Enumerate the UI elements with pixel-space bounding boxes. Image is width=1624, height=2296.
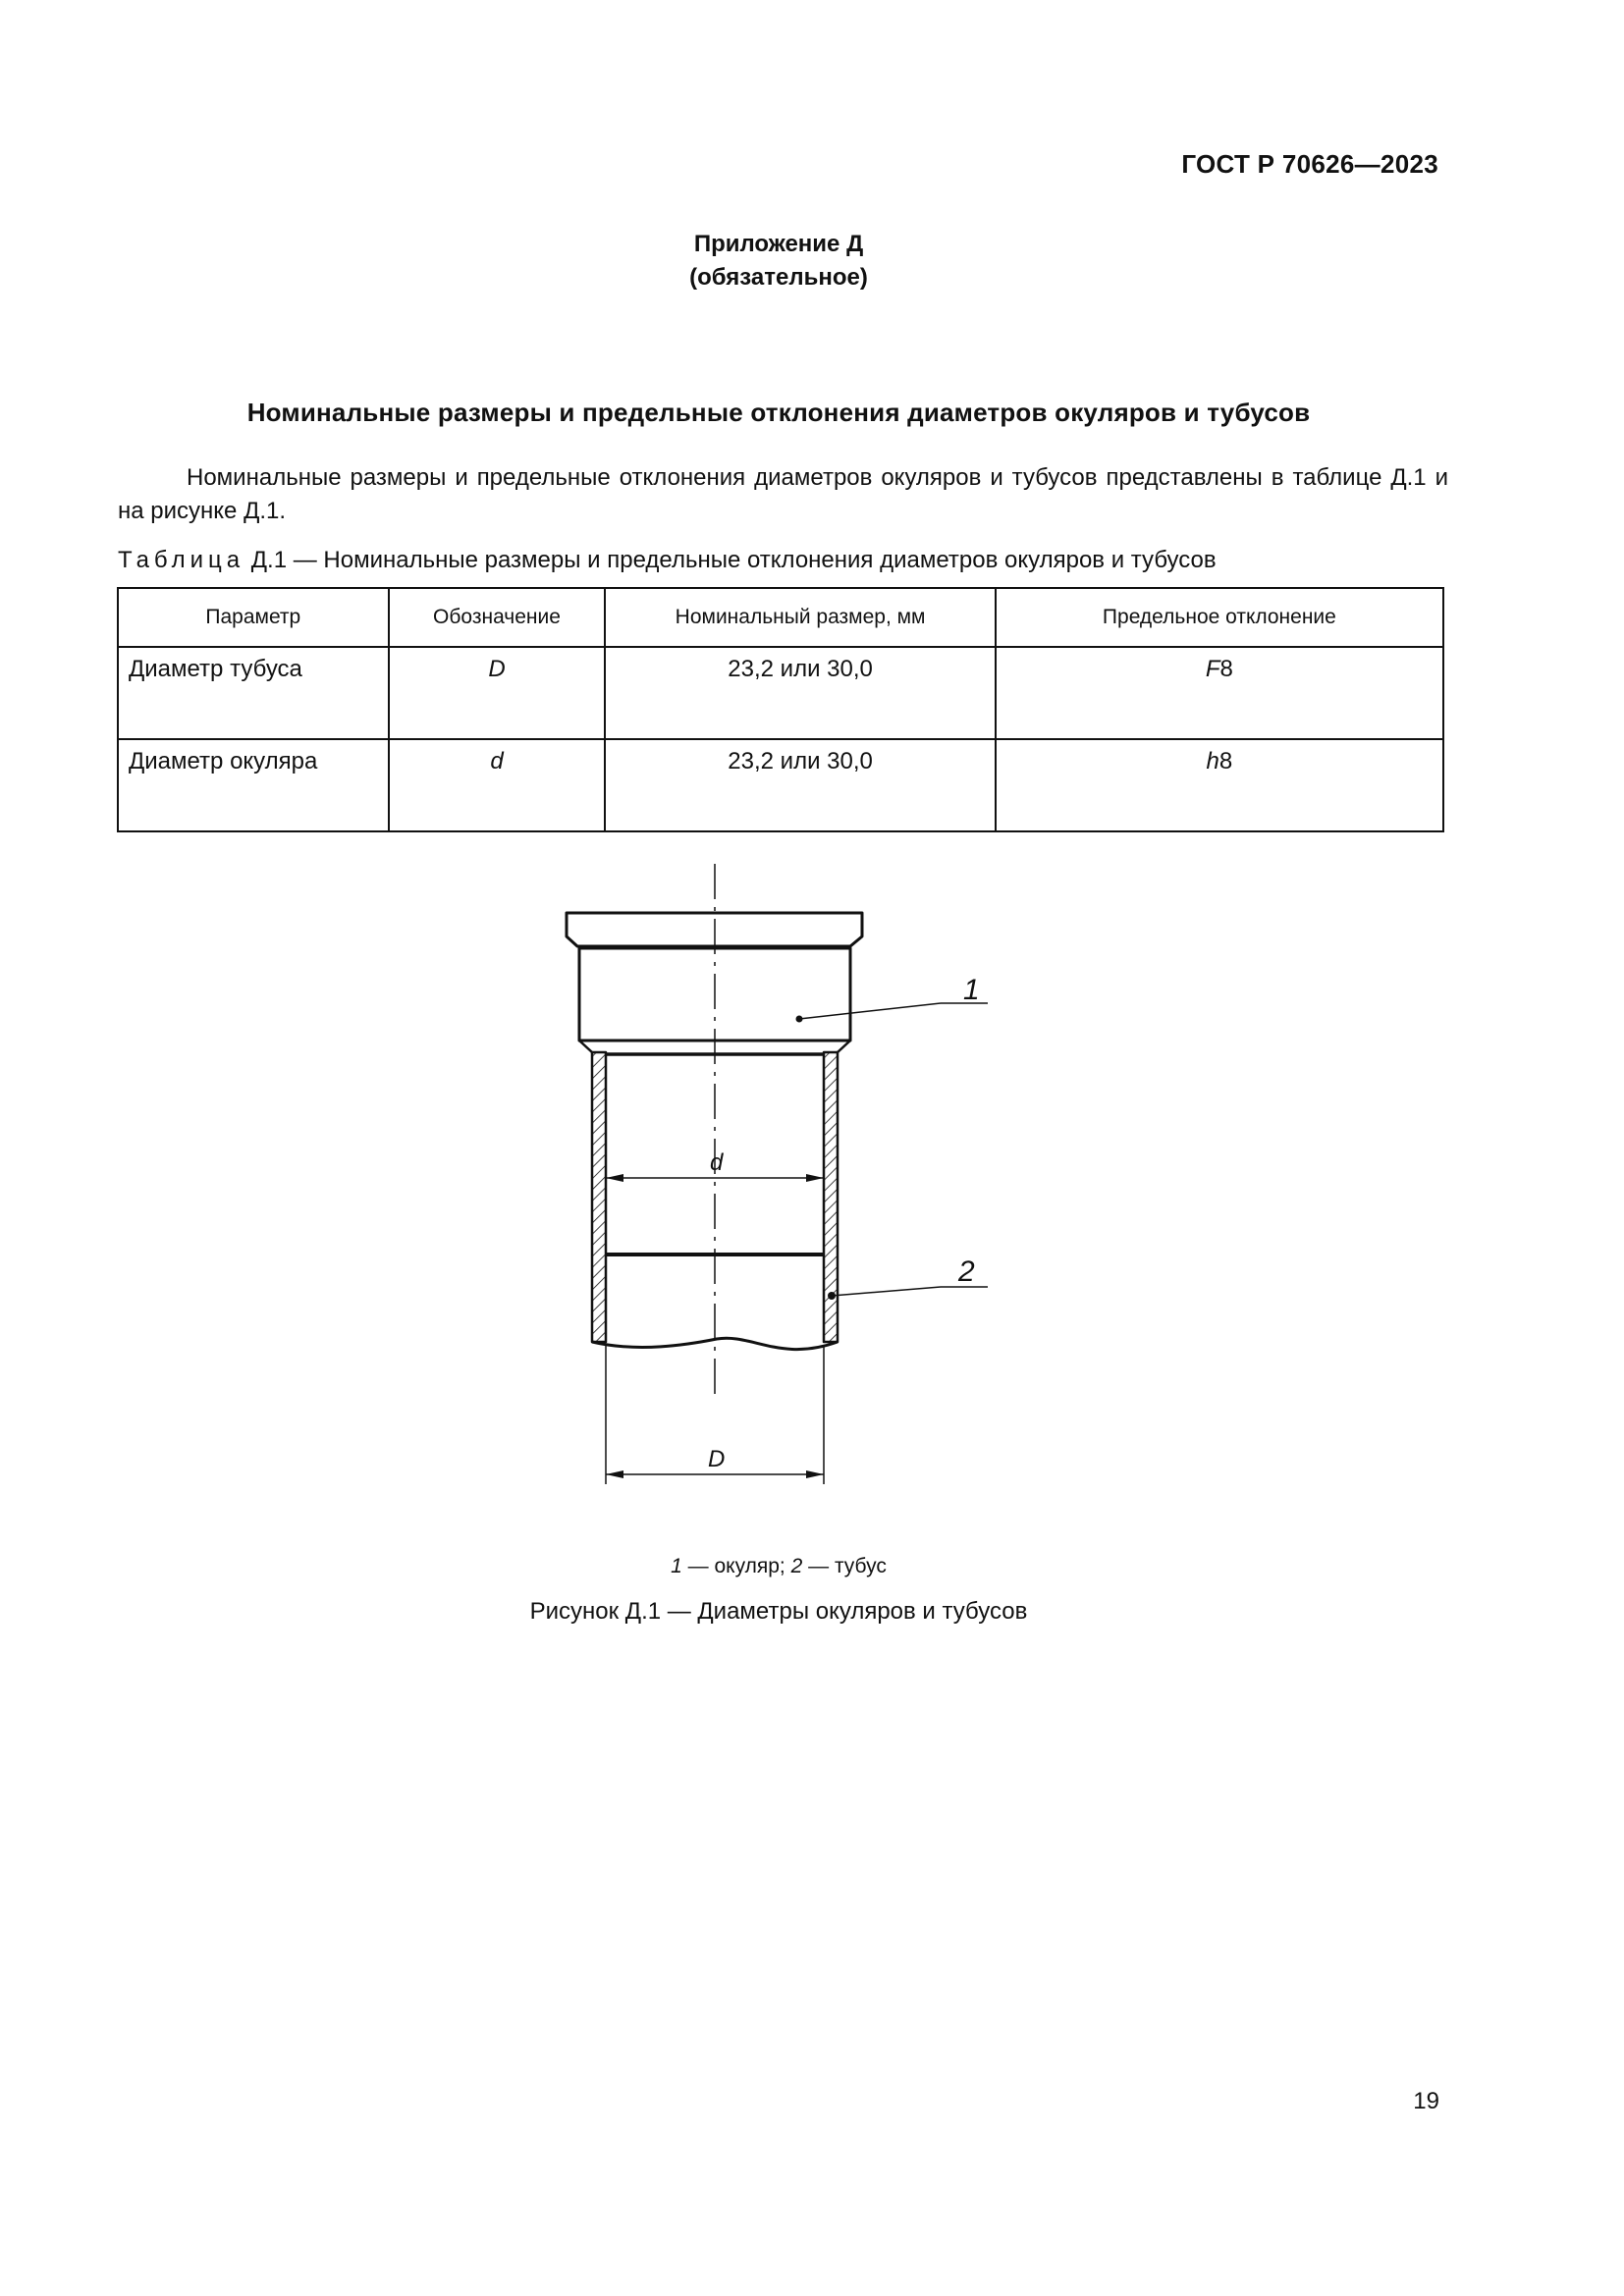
figure-caption: Рисунок Д.1 — Диаметры окуляров и тубусов xyxy=(529,1598,1028,1625)
header-nominal-size: Номинальный размер, мм xyxy=(605,588,995,647)
cell-symbol: d xyxy=(389,739,606,831)
leader-line-2 xyxy=(832,1287,941,1296)
dimension-D-label: D xyxy=(708,1446,726,1472)
legend-num-2: 2 xyxy=(790,1555,803,1577)
table-caption xyxy=(118,547,1217,574)
header-symbol: Обозначение xyxy=(389,588,606,647)
page-number: 19 xyxy=(1413,2088,1439,2114)
table-caption-prefix: Таблица xyxy=(118,547,245,573)
cell-nominal: 23,2 или 30,0 xyxy=(605,739,995,831)
callout-2: 2 xyxy=(958,1255,975,1288)
figure-legend xyxy=(0,1555,1557,1578)
cell-deviation xyxy=(996,739,1443,831)
table-row xyxy=(118,739,1443,831)
header-parameter: Параметр xyxy=(118,588,389,647)
callout-1: 1 xyxy=(963,974,980,1006)
dimensions-table xyxy=(117,587,1444,832)
annex-title: Приложение Д xyxy=(693,231,864,257)
leader-line-1 xyxy=(799,1003,941,1019)
cell-nominal: 23,2 или 30,0 xyxy=(605,647,995,739)
deviation-letter: h xyxy=(1206,748,1219,774)
header-deviation: Предельное отклонение xyxy=(996,588,1443,647)
table-header-row xyxy=(118,588,1443,647)
cell-parameter: Диаметр тубуса xyxy=(118,647,389,739)
annex-heading xyxy=(0,228,1557,294)
dimension-d-label: d xyxy=(710,1149,724,1176)
cell-parameter: Диаметр окуляра xyxy=(118,739,389,831)
tube-wall-left xyxy=(592,1052,606,1342)
deviation-number: 8 xyxy=(1219,656,1233,682)
eyepiece-tube-drawing xyxy=(550,854,1001,1502)
cell-deviation xyxy=(996,647,1443,739)
intro-paragraph: Номинальные размеры и предельные отклонения диаметров окуляров и тубусов представлены в таблице Д.1 и на рисунке Д.1. xyxy=(118,464,1448,524)
document-id: ГОСТ Р 70626—2023 xyxy=(1181,149,1438,179)
table-row xyxy=(118,647,1443,739)
table-caption-text: Д.1 — Номинальные размеры и предельные отклонения диаметров окуляров и тубусов xyxy=(250,547,1217,573)
annex-status: (обязательное) xyxy=(689,264,868,291)
legend-text-1: — окуляр; xyxy=(681,1555,791,1577)
legend-text-2: — тубус xyxy=(802,1555,887,1577)
deviation-number: 8 xyxy=(1218,748,1233,774)
legend-num-1: 1 xyxy=(671,1555,682,1577)
cell-symbol: D xyxy=(389,647,606,739)
section-title: Номинальные размеры и предельные отклонения диаметров окуляров и тубусов xyxy=(246,398,1311,427)
deviation-letter: F xyxy=(1205,656,1220,682)
